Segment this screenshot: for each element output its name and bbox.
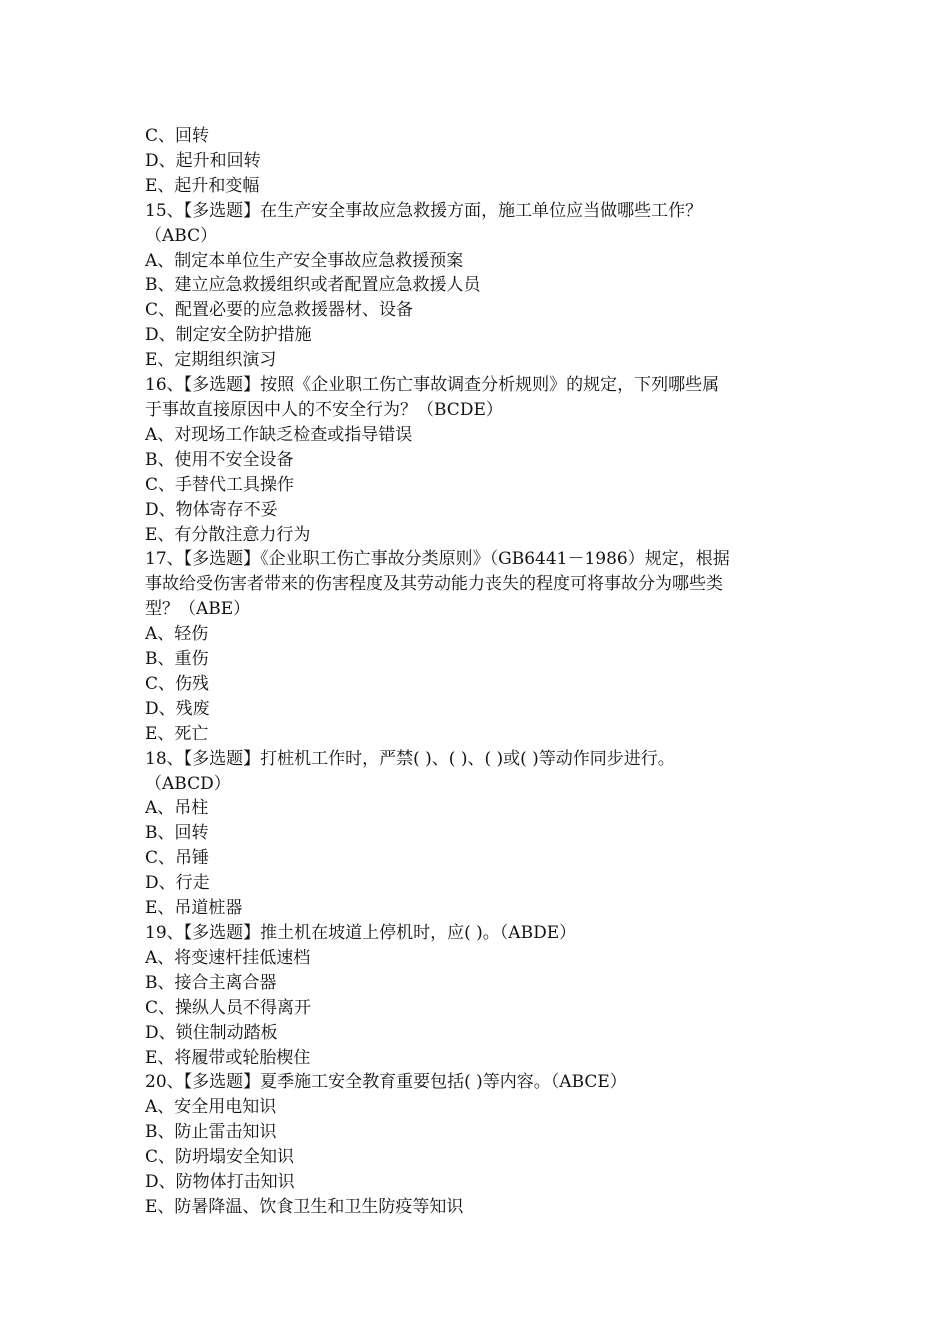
- option-line: E、防暑降温、饮食卫生和卫生防疫等知识: [145, 1196, 464, 1217]
- option-line: A、制定本单位生产安全事故应急救援预案: [145, 250, 464, 271]
- option-line: A、对现场工作缺乏检查或指导错误: [145, 424, 413, 445]
- option-line: C、操纵人员不得离开: [145, 997, 312, 1018]
- option-line: C、吊锤: [145, 848, 210, 869]
- question-16: [145, 373, 807, 547]
- question-line: 15、【多选题】在生产安全事故应急救援方面，施工单位应当做哪些工作？: [145, 200, 703, 221]
- question-19: [145, 921, 807, 1070]
- option-line: A、轻伤: [145, 624, 209, 645]
- option-line: D、物体寄存不妥: [145, 499, 278, 520]
- option-line: A、吊柱: [145, 798, 209, 819]
- option-line: C、配置必要的应急救援器材、设备: [145, 300, 414, 321]
- lead-options: [145, 124, 807, 199]
- option-line: E、起升和变幅: [145, 175, 260, 196]
- option-line: D、防物体打击知识: [145, 1172, 295, 1193]
- option-line: B、回转: [145, 823, 209, 844]
- question-line: 于事故直接原因中人的不安全行为？（BCDE）: [145, 399, 503, 420]
- option-line: D、残废: [145, 698, 210, 719]
- option-line: B、建立应急救援组织或者配置应急救援人员: [145, 275, 481, 296]
- option-line: C、伤残: [145, 673, 210, 694]
- option-line: E、定期组织演习: [145, 350, 277, 371]
- option-line: E、死亡: [145, 723, 209, 744]
- option-line: E、有分散注意力行为: [145, 524, 311, 545]
- option-line: D、制定安全防护措施: [145, 325, 312, 346]
- option-line: B、防止雷击知识: [145, 1122, 277, 1143]
- question-line: 18、【多选题】打桩机工作时，严禁( )、( )、( )或( )等动作同步进行。: [145, 748, 675, 769]
- option-line: B、重伤: [145, 649, 209, 670]
- question-line: 19、【多选题】推土机在坡道上停机时，应( )。（ABDE）: [145, 923, 577, 943]
- option-line: D、起升和回转: [145, 150, 261, 171]
- question-line: 型？（ABE）: [145, 599, 251, 620]
- option-line: C、手替代工具操作: [145, 474, 295, 495]
- option-line: D、锁住制动踏板: [145, 1022, 278, 1043]
- option-line: A、将变速杆挂低速档: [145, 947, 311, 968]
- question-20: [145, 1070, 807, 1219]
- option-line: C、防坍塌安全知识: [145, 1147, 295, 1168]
- question-17: [145, 547, 807, 746]
- question-line: （ABCD）: [145, 773, 231, 794]
- option-line: E、将履带或轮胎楔住: [145, 1047, 311, 1068]
- question-line: （ABC）: [145, 225, 218, 246]
- question-18: [145, 747, 807, 921]
- document-page: [145, 124, 807, 1220]
- option-line: A、安全用电知识: [145, 1097, 277, 1118]
- option-line: B、接合主离合器: [145, 972, 277, 993]
- question-line: 16、【多选题】按照《企业职工伤亡事故调查分析规则》的规定，下列哪些属: [145, 375, 720, 396]
- question-15: [145, 199, 807, 373]
- question-line: 事故给受伤害者带来的伤害程度及其劳动能力丧失的程度可将事故分为哪些类: [145, 574, 723, 595]
- option-line: E、吊道桩器: [145, 898, 243, 919]
- question-line: 20、【多选题】夏季施工安全教育重要包括( )等内容。（ABCE）: [145, 1072, 627, 1093]
- question-line: 17、【多选题】《企业职工伤亡事故分类原则》（GB6441－1986）规定，根据: [145, 549, 730, 570]
- option-line: D、行走: [145, 873, 210, 894]
- option-line: B、使用不安全设备: [145, 449, 294, 470]
- option-line: C、回转: [145, 126, 210, 146]
